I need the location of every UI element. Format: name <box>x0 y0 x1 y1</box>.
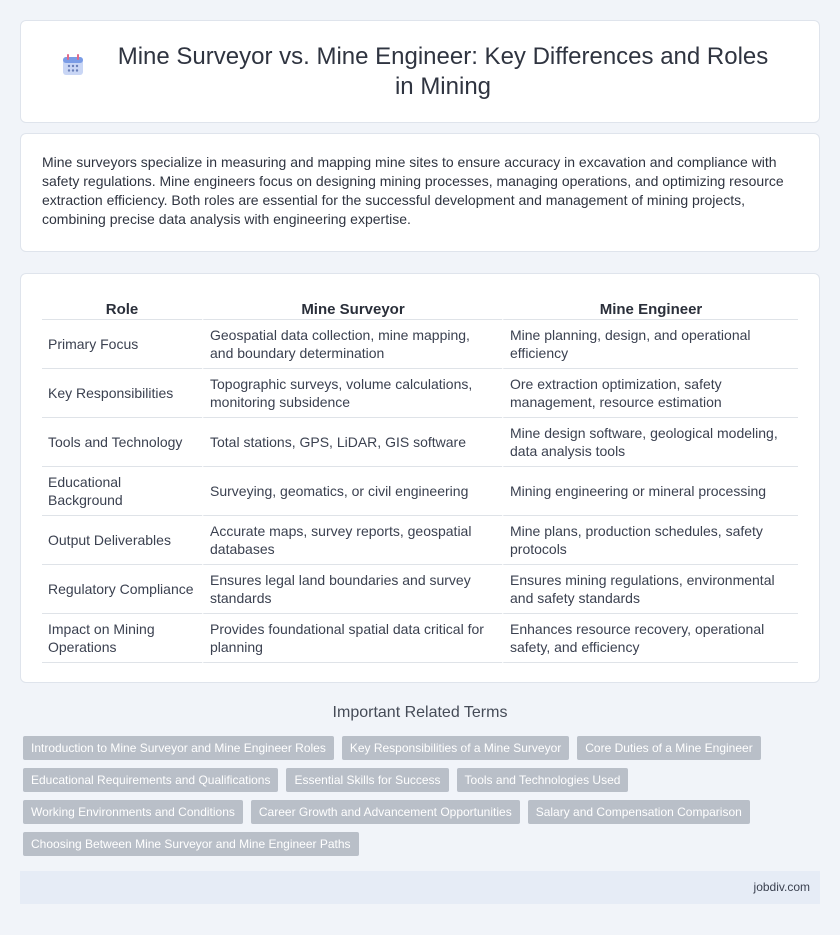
cell-surveyor: Geospatial data collection, mine mapping, and boundary determination <box>202 320 502 369</box>
related-term-link[interactable]: Educational Requirements and Qualifications <box>23 768 278 792</box>
cell-surveyor: Provides foundational spatial data critical for planning <box>202 614 502 663</box>
table-row <box>42 369 798 418</box>
table-row <box>42 467 798 516</box>
cell-surveyor: Accurate maps, survey reports, geospatial databases <box>202 516 502 565</box>
cell-role: Impact on Mining Operations <box>42 614 202 663</box>
cell-surveyor: Ensures legal land boundaries and survey standards <box>202 565 502 614</box>
comparison-card <box>20 273 820 683</box>
footer-site-link[interactable]: jobdiv.com <box>753 880 810 894</box>
related-term-link[interactable]: Working Environments and Conditions <box>23 800 243 824</box>
cell-engineer: Mine plans, production schedules, safety protocols <box>502 516 798 565</box>
related-term-link[interactable]: Core Duties of a Mine Engineer <box>577 736 760 760</box>
related-term-link[interactable]: Salary and Compensation Comparison <box>528 800 750 824</box>
cell-role: Primary Focus <box>42 320 202 369</box>
cell-surveyor: Total stations, GPS, LiDAR, GIS software <box>202 418 502 467</box>
related-term-link[interactable]: Career Growth and Advancement Opportunities <box>251 800 520 824</box>
page-title: Mine Surveyor vs. Mine Engineer: Key Differences and Roles in Mining <box>117 42 769 100</box>
related-term-link[interactable]: Essential Skills for Success <box>286 768 448 792</box>
related-term-link[interactable]: Introduction to Mine Surveyor and Mine Engineer Roles <box>23 736 334 760</box>
related-terms-list <box>23 736 813 864</box>
intro-card <box>20 133 820 252</box>
header-card <box>20 20 820 123</box>
cell-engineer: Ensures mining regulations, environmental and safety standards <box>502 565 798 614</box>
footer <box>20 871 820 904</box>
intro-text: Mine surveyors specialize in measuring and mapping mine sites to ensure accuracy in excavation and compliance with safety regulations. Mine engineers focus on designing mining processes, managing operations, and optimizing resource extraction efficiency. Both roles are essential for the successful development and management of mining projects, combining precise data analysis with engineering expertise. <box>42 154 784 227</box>
table-row <box>42 614 798 663</box>
header-mine-surveyor: Mine Surveyor <box>202 294 502 320</box>
table-row <box>42 418 798 467</box>
table-row <box>42 320 798 369</box>
cell-engineer: Mine planning, design, and operational efficiency <box>502 320 798 369</box>
cell-engineer: Mining engineering or mineral processing <box>502 467 798 516</box>
table-row <box>42 565 798 614</box>
cell-role: Key Responsibilities <box>42 369 202 418</box>
cell-role: Output Deliverables <box>42 516 202 565</box>
table-row <box>42 516 798 565</box>
cell-engineer: Mine design software, geological modeling, data analysis tools <box>502 418 798 467</box>
cell-role: Regulatory Compliance <box>42 565 202 614</box>
header-role: Role <box>42 294 202 320</box>
header-mine-engineer: Mine Engineer <box>502 294 798 320</box>
related-terms-title: Important Related Terms <box>332 704 508 721</box>
calendar-icon <box>60 52 86 78</box>
cell-engineer: Ore extraction optimization, safety management, resource estimation <box>502 369 798 418</box>
related-term-link[interactable]: Key Responsibilities of a Mine Surveyor <box>342 736 569 760</box>
comparison-table <box>42 294 798 663</box>
related-term-link[interactable]: Choosing Between Mine Surveyor and Mine Engineer Paths <box>23 832 359 856</box>
table-header-row <box>42 294 798 320</box>
cell-engineer: Enhances resource recovery, operational safety, and efficiency <box>502 614 798 663</box>
cell-role: Educational Background <box>42 467 202 516</box>
cell-surveyor: Topographic surveys, volume calculations, monitoring subsidence <box>202 369 502 418</box>
related-term-link[interactable]: Tools and Technologies Used <box>457 768 629 792</box>
cell-role: Tools and Technology <box>42 418 202 467</box>
cell-surveyor: Surveying, geomatics, or civil engineering <box>202 467 502 516</box>
